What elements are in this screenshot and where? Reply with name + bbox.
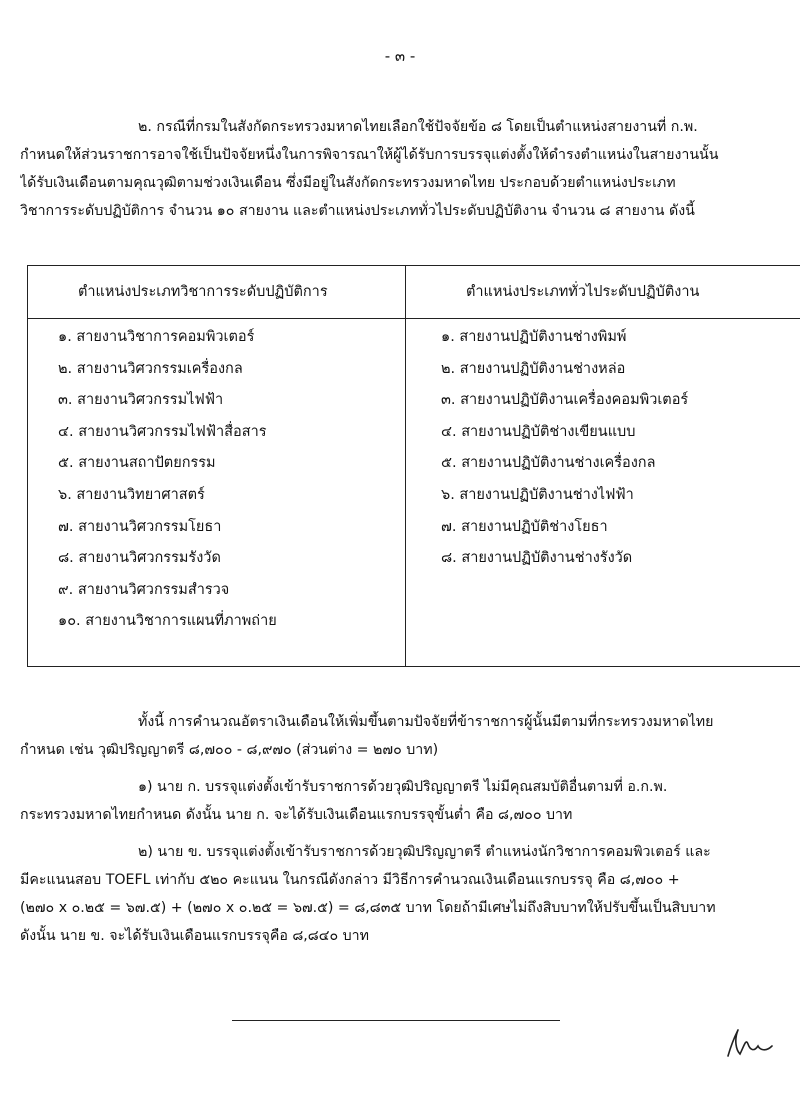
list-item: ๑. สายงานวิชาการคอมพิวเตอร์ xyxy=(58,329,255,345)
intro-line: ๒. กรณีที่กรมในสังกัดกระทรวงมหาดไทยเลือกใช้ปัจจัยข้อ ๘ โดยเป็นตำแหน่งสายงานที่ ก.พ. xyxy=(138,119,698,135)
example-2-line: ดังนั้น นาย ข. จะได้รับเงินเดือนแรกบรรจุคือ ๘,๘๔๐ บาท xyxy=(20,928,369,944)
list-item: ๘. สายงานวิศวกรรมรังวัด xyxy=(58,550,221,567)
calc-line: กำหนด เช่น วุฒิปริญญาตรี ๘,๗๐๐ - ๘,๙๗๐ (ส่วนต่าง = ๒๗๐ บาท) xyxy=(20,742,439,758)
list-item: ๔. สายงานปฏิบัติช่างเขียนแบบ xyxy=(441,423,636,440)
list-item: ๔. สายงานวิศวกรรมไฟฟ้าสื่อสาร xyxy=(58,423,267,440)
calc-line: ทั้งนี้ การคำนวณอัตราเงินเดือนให้เพิ่มขึ้นตามปัจจัยที่ข้าราชการผู้นั้นมีตามที่กระทรวงมหาดไทย xyxy=(138,714,714,730)
end-rule xyxy=(232,1020,560,1021)
list-item: ๗. สายงานวิศวกรรมโยธา xyxy=(58,518,222,535)
list-item: ๑. สายงานปฏิบัติงานช่างพิมพ์ xyxy=(441,329,627,345)
list-item: ๘. สายงานปฏิบัติงานช่างรังวัด xyxy=(441,550,633,567)
example-2-line: ๒) นาย ข. บรรจุแต่งตั้งเข้ารับราชการด้วยวุฒิปริญญาตรี ตำแหน่งนักวิชาการคอมพิวเตอร์ และ xyxy=(138,844,711,860)
calc-paragraph xyxy=(20,708,798,764)
intro-line: ได้รับเงินเดือนตามคุณวุฒิตามช่วงเงินเดือน ซึ่งมีอยู่ในสังกัดกระทรวงมหาดไทย ประกอบด้วยตำแหน่งประเภท xyxy=(20,175,676,191)
table-header-academic: ตำแหน่งประเภทวิชาการระดับปฏิบัติการ xyxy=(78,284,328,300)
example-2-line: มีคะแนนสอบ TOEFL เท่ากับ ๕๒๐ คะแนน ในกรณีดังกล่าว มีวิธีการคำนวณเงินเดือนแรกบรรจุ คือ ๘,๗๐๐ + xyxy=(20,872,680,888)
list-item: ๑๐. สายงานวิชาการแผนที่ภาพถ่าย xyxy=(58,613,277,630)
example-2-line: (๒๗๐ x ๐.๒๕ = ๖๗.๕) + (๒๗๐ x ๐.๒๕ = ๖๗.๕) = ๘,๘๓๕ บาท โดยถ้ามีเศษไม่ถึงสิบบาทให้ปรับขึ้นเป็นสิบบาท xyxy=(20,900,716,916)
list-item: ๓. สายงานปฏิบัติงานเครื่องคอมพิวเตอร์ xyxy=(441,392,689,409)
intro-line: กำหนดให้ส่วนราชการอาจใช้เป็นปัจจัยหนึ่งในการพิจารณาให้ผู้ได้รับการบรรจุแต่งตั้งให้ดำรงตำแหน่งในสายงานนั้น xyxy=(20,147,719,163)
list-item: ๒. สายงานปฏิบัติงานช่างหล่อ xyxy=(441,360,626,377)
list-item: ๓. สายงานวิศวกรรมไฟฟ้า xyxy=(58,392,224,409)
intro-line: วิชาการระดับปฏิบัติการ จำนวน ๑๐ สายงาน และตำแหน่งประเภททั่วไประดับปฏิบัติงาน จำนวน ๘ สายงาน ดังนี้ xyxy=(20,203,695,219)
example-1-line: กระทรวงมหาดไทยกำหนด ดังนั้น นาย ก. จะได้รับเงินเดือนแรกบรรจุขั้นต่ำ คือ ๘,๗๐๐ บาท xyxy=(20,807,573,823)
table-header-rule xyxy=(28,318,800,319)
positions-table xyxy=(27,265,800,667)
example-1 xyxy=(20,773,798,829)
handwritten-initials xyxy=(722,1024,782,1064)
example-2 xyxy=(20,838,798,950)
list-item: ๕. สายงานสถาปัตยกรรม xyxy=(58,455,216,472)
list-item: ๒. สายงานวิศวกรรมเครื่องกล xyxy=(58,360,243,377)
list-item: ๕. สายงานปฏิบัติงานช่างเครื่องกล xyxy=(441,455,656,472)
general-position-list xyxy=(441,322,688,575)
academic-position-list xyxy=(58,322,277,638)
intro-paragraph xyxy=(20,113,798,225)
list-item: ๙. สายงานวิศวกรรมสำรวจ xyxy=(58,581,230,598)
example-1-line: ๑) นาย ก. บรรจุแต่งตั้งเข้ารับราชการด้วยวุฒิปริญญาตรี ไม่มีคุณสมบัติอื่นตามที่ อ.ก.พ. xyxy=(138,779,668,795)
table-header-general: ตำแหน่งประเภททั่วไประดับปฏิบัติงาน xyxy=(466,284,700,300)
list-item: ๗. สายงานปฏิบัติช่างโยธา xyxy=(441,518,608,535)
list-item: ๖. สายงานปฏิบัติงานช่างไฟฟ้า xyxy=(441,486,634,503)
table-column-divider xyxy=(405,266,406,666)
list-item: ๖. สายงานวิทยาศาสตร์ xyxy=(58,486,205,503)
page-number: - ๓ - xyxy=(384,47,416,65)
